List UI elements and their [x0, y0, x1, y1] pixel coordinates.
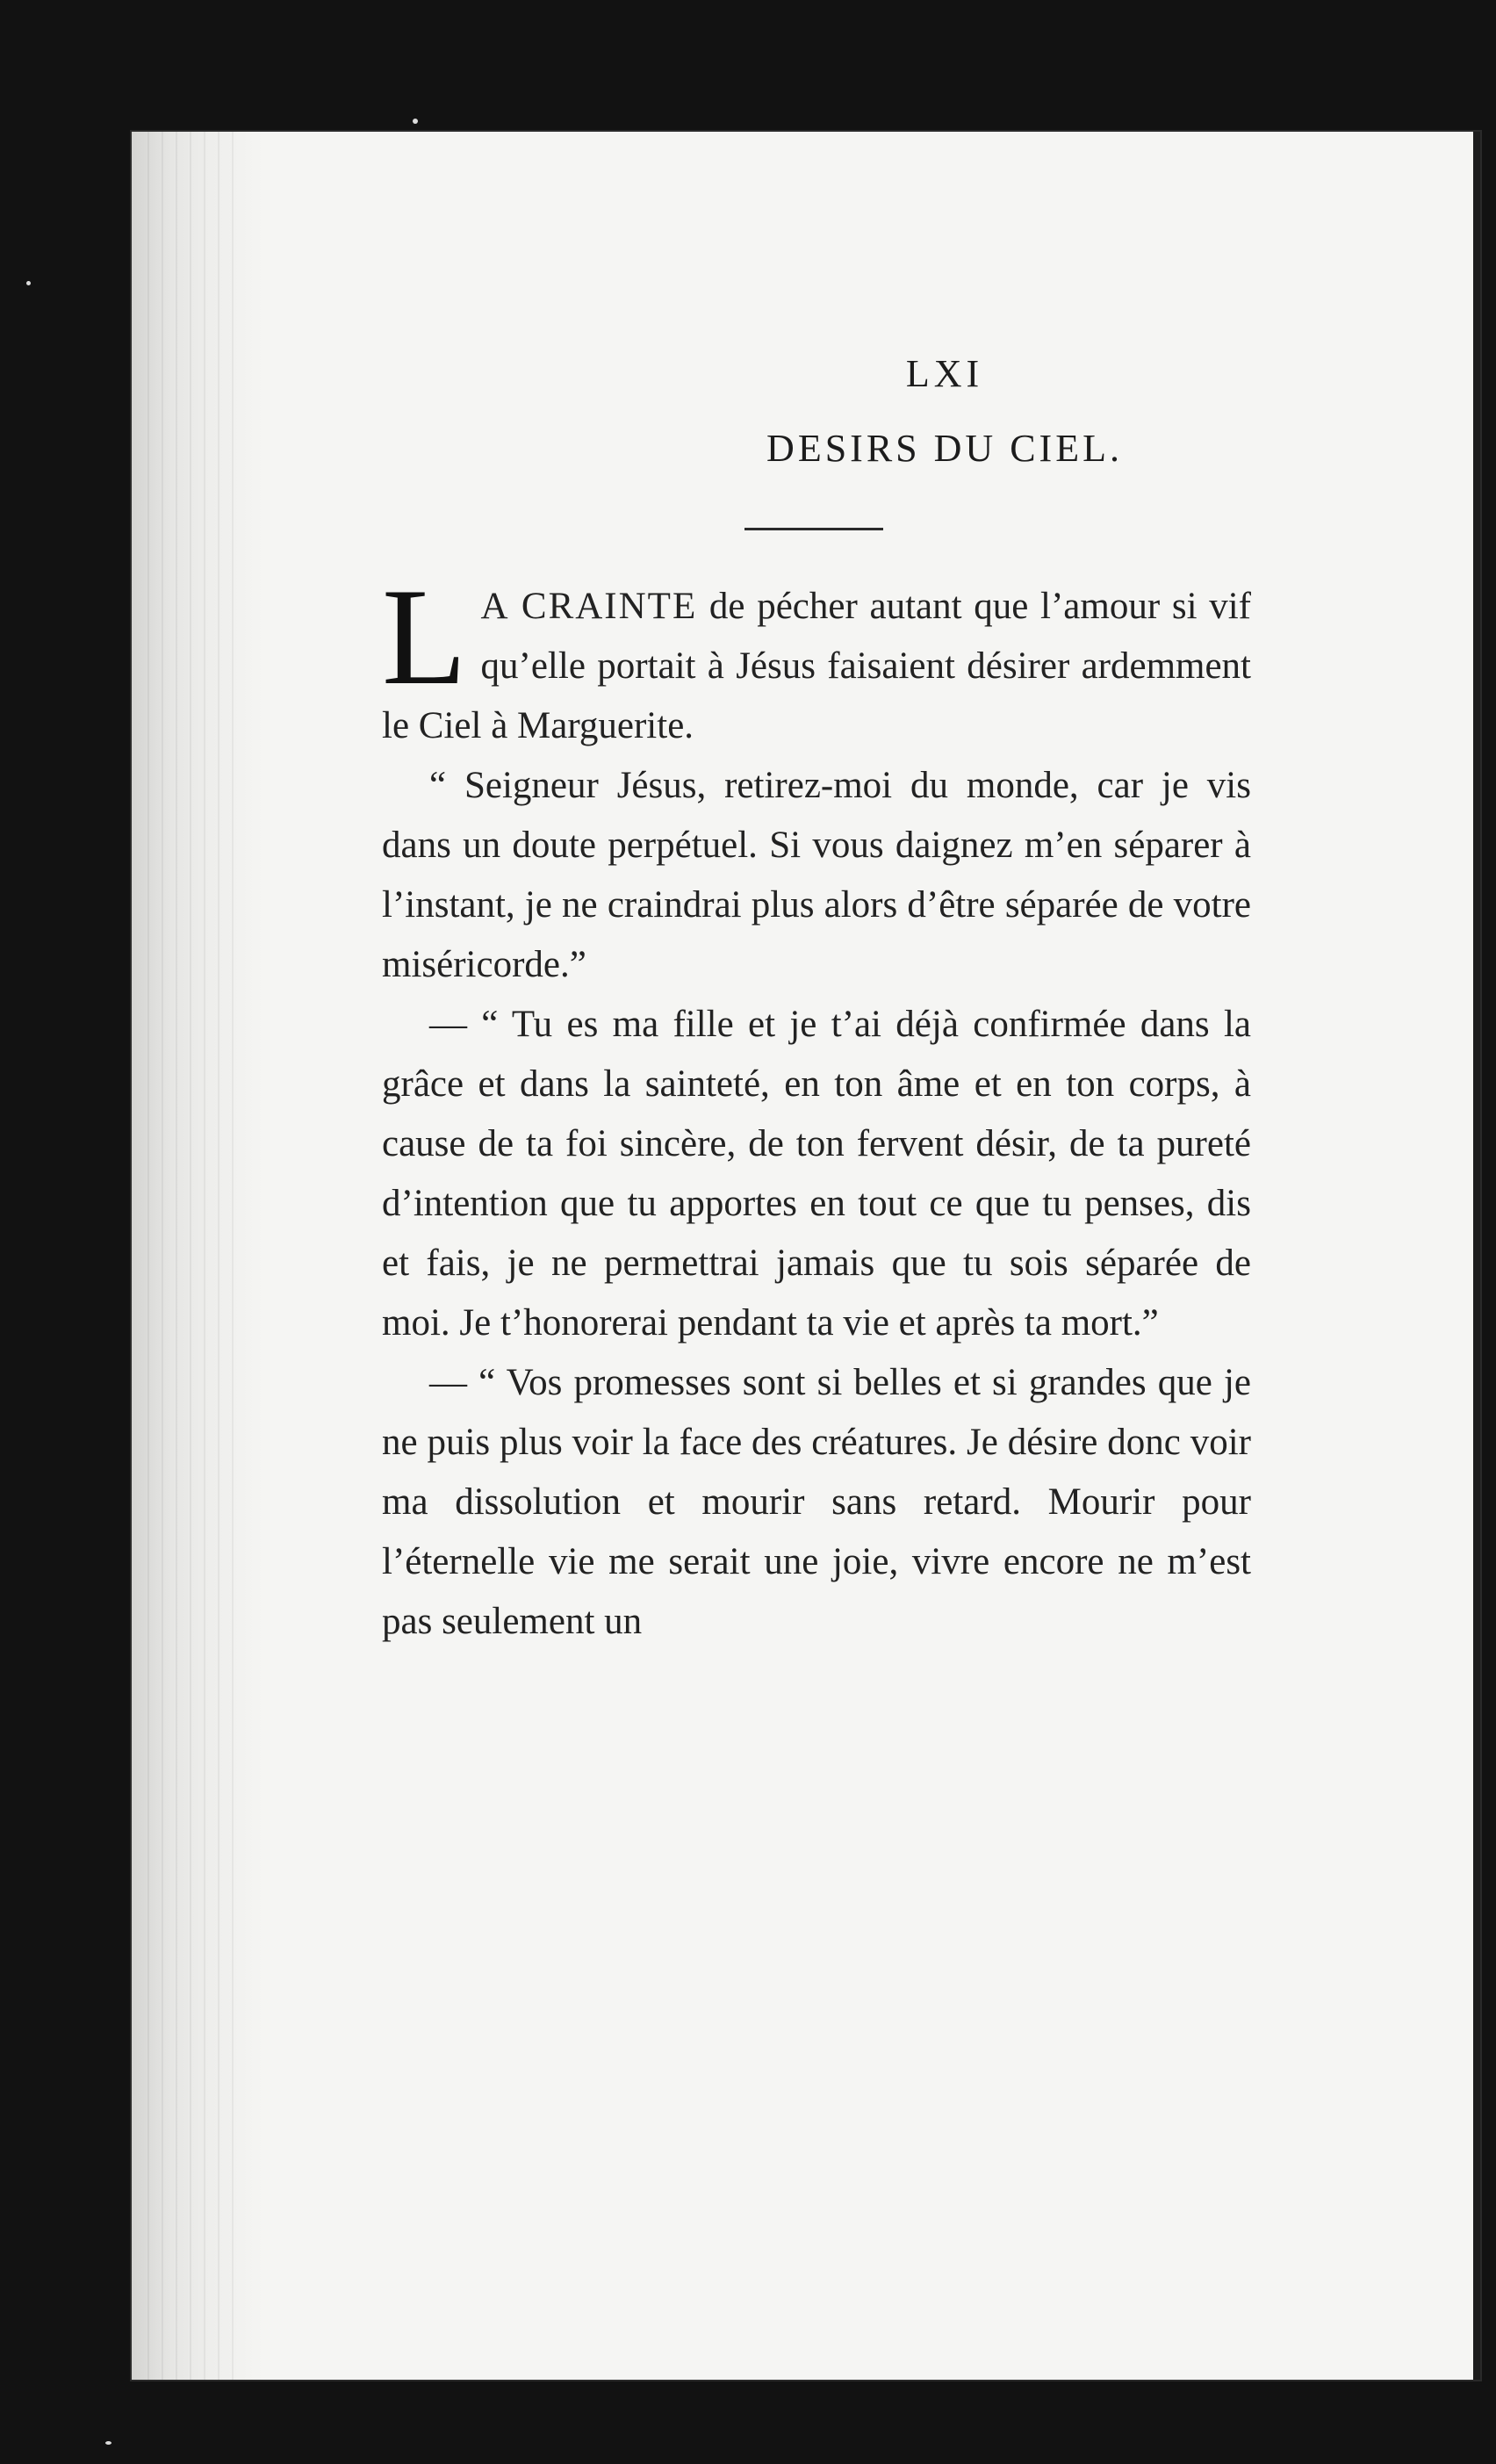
page-edge — [1473, 132, 1480, 2380]
dust-speck — [413, 119, 418, 124]
chapter-number: LXI — [905, 352, 984, 395]
paragraph-3: — “ Tu es ma fille et je t’ai déjà confirmée dans la grâce et dans la sainteté, en ton âme et en ton corps, à cause de ta foi sincère, de ton fervent désir, de ta pureté d’intention que tu apportes en tout ce que tu penses, dis et fais, je ne permettrai jamais que tu sois séparée de moi. Je t’honorerai pendant ta vie et après ta mort.” — [382, 1004, 1251, 1344]
title-divider — [744, 528, 883, 530]
paragraph-2: “ Seigneur Jésus, retirez-moi du monde, car je vis dans un doute perpétuel. Si vous daignez m’en séparer à l’instant, je ne craindrai plus alors d’être séparée de votre miséricorde.” — [382, 765, 1251, 985]
paragraph-4: — “ Vos promesses sont si belles et si grandes que je ne puis plus voir la face des créatures. Je désire donc voir ma dissolution et mourir sans retard. Mourir pour l’éternelle vie me serait une joie, vivre encore ne m’est pas seulement un — [382, 1362, 1251, 1642]
lead-caps: A CRAINTE — [480, 586, 698, 627]
paragraph-1-text: de pécher autant que l’amour si vif qu’elle portait à Jésus faisaient désirer ardemment le Ciel à Marguerite. — [382, 586, 1251, 746]
chapter-title: DESIRS DU CIEL. — [766, 427, 1123, 470]
dust-speck — [105, 2441, 111, 2445]
drop-cap: L — [382, 560, 467, 714]
paragraph-1 — [382, 560, 1251, 756]
chapter-body — [382, 560, 1251, 1652]
gutter-texture — [147, 132, 244, 2380]
dust-speck — [26, 281, 31, 285]
